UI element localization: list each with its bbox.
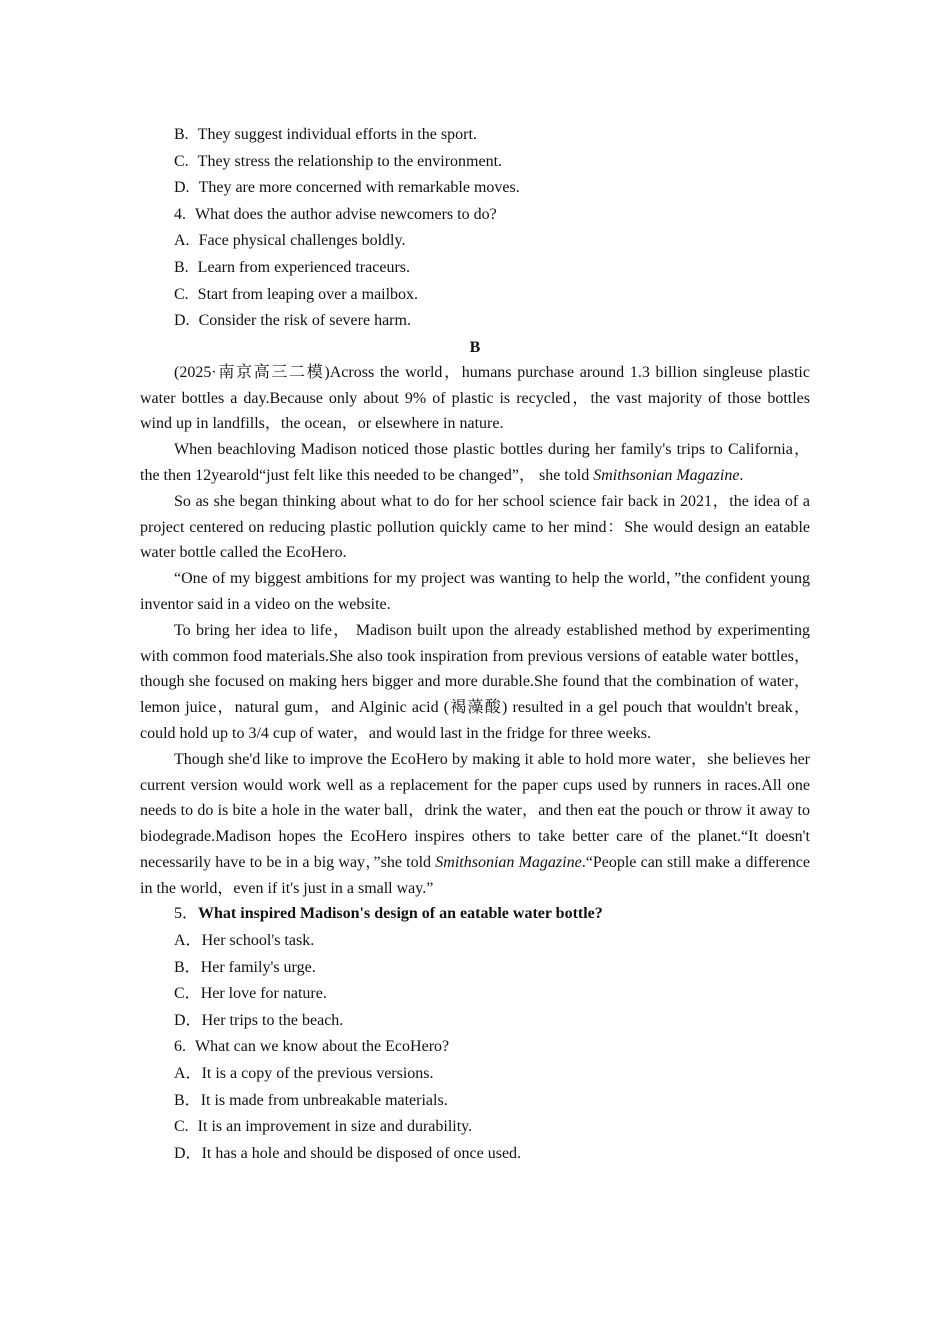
section-heading: B bbox=[469, 338, 481, 356]
passage-paragraph-2: When beachloving Madison noticed those plastic bottles during her family's trips to California， the then 12yearold“just felt like this needed to be changed”， she told Smithsonian Magazine. bbox=[140, 441, 810, 484]
q6-option-a: A．It is a copy of the previous versions. bbox=[174, 1065, 434, 1083]
q5-question: 5．What inspired Madison's design of an eatable water bottle? bbox=[174, 905, 603, 923]
q5-option-a: A．Her school's task. bbox=[174, 932, 315, 950]
q5-option-c: C．Her love for nature. bbox=[174, 985, 327, 1003]
q6-option-c: C. It is an improvement in size and durability. bbox=[174, 1118, 473, 1136]
q6-option-b: B．It is made from unbreakable materials. bbox=[174, 1091, 448, 1109]
passage-source: (2025·南京高三二模) bbox=[174, 363, 330, 381]
passage-paragraph-1: (2025·南京高三二模)Across the world，humans purchase around 1.3 billion singleuse plastic water bottles a day.Because only about 9% of plastic is recycled，the vast majority of those bottles wind up in landfills，the ocean，or elsewhere in nature. bbox=[140, 363, 810, 433]
q4-question: 4. What does the author advise newcomers to do? bbox=[174, 205, 497, 223]
q3-option-c: C. They stress the relationship to the environment. bbox=[174, 152, 503, 170]
passage-paragraph-6: Though she'd like to improve the EcoHero by making it able to hold more water，she believes her current version would work well as a replacement for the paper cups used by runners in races.All one needs to do is bite a hole in the water ball，drink the water，and then eat the pouch or throw it away to biodegrade.Madison hopes the EcoHero inspires others to take better care of the planet.“It doesn't necessarily have to be in a big way，”she told Smithsonian Magazine.“People can still make a difference in the world，even if it's just in a small way.” bbox=[140, 750, 810, 897]
q4-option-d: D. Consider the risk of severe harm. bbox=[174, 312, 411, 330]
passage-paragraph-5: To bring her idea to life， Madison built upon the already established method by experimenting with common food materials.She also took inspiration from previous versions of eatable water bottles，though she focused on making hers bigger and more durable.She found that the combination of water，lemon juice，natural gum，and Alginic acid (褐藻酸) resulted in a gel pouch that wouldn't break，could hold up to 3/4 cup of water，and would last in the fridge for three weeks. bbox=[140, 621, 810, 742]
q4-option-c: C. Start from leaping over a mailbox. bbox=[174, 285, 419, 303]
passage-paragraph-3: So as she began thinking about what to do for her school science fair back in 2021，the idea of a project centered on reducing plastic pollution quickly came to her mind：She would design an eatable water bottle called the EcoHero. bbox=[140, 492, 810, 562]
magazine-title: Smithsonian Magazine bbox=[593, 466, 740, 484]
q4-option-a: A. Face physical challenges boldly. bbox=[174, 232, 406, 250]
q5-option-d: D．Her trips to the beach. bbox=[174, 1011, 344, 1029]
q6-question: 6. What can we know about the EcoHero? bbox=[174, 1038, 450, 1056]
q3-option-d: D. They are more concerned with remarkable moves. bbox=[174, 179, 520, 197]
q3-option-b: B. They suggest individual efforts in the sport. bbox=[174, 126, 477, 143]
q4-option-b: B. Learn from experienced traceurs. bbox=[174, 258, 410, 276]
document-page bbox=[140, 122, 810, 1167]
magazine-title: Smithsonian Magazine bbox=[435, 853, 582, 871]
q5-option-b: B．Her family's urge. bbox=[174, 958, 316, 976]
q6-option-d: D．It has a hole and should be disposed of once used. bbox=[174, 1144, 522, 1162]
passage-paragraph-4: “One of my biggest ambitions for my project was wanting to help the world，”the confident young inventor said in a video on the website. bbox=[140, 570, 810, 613]
